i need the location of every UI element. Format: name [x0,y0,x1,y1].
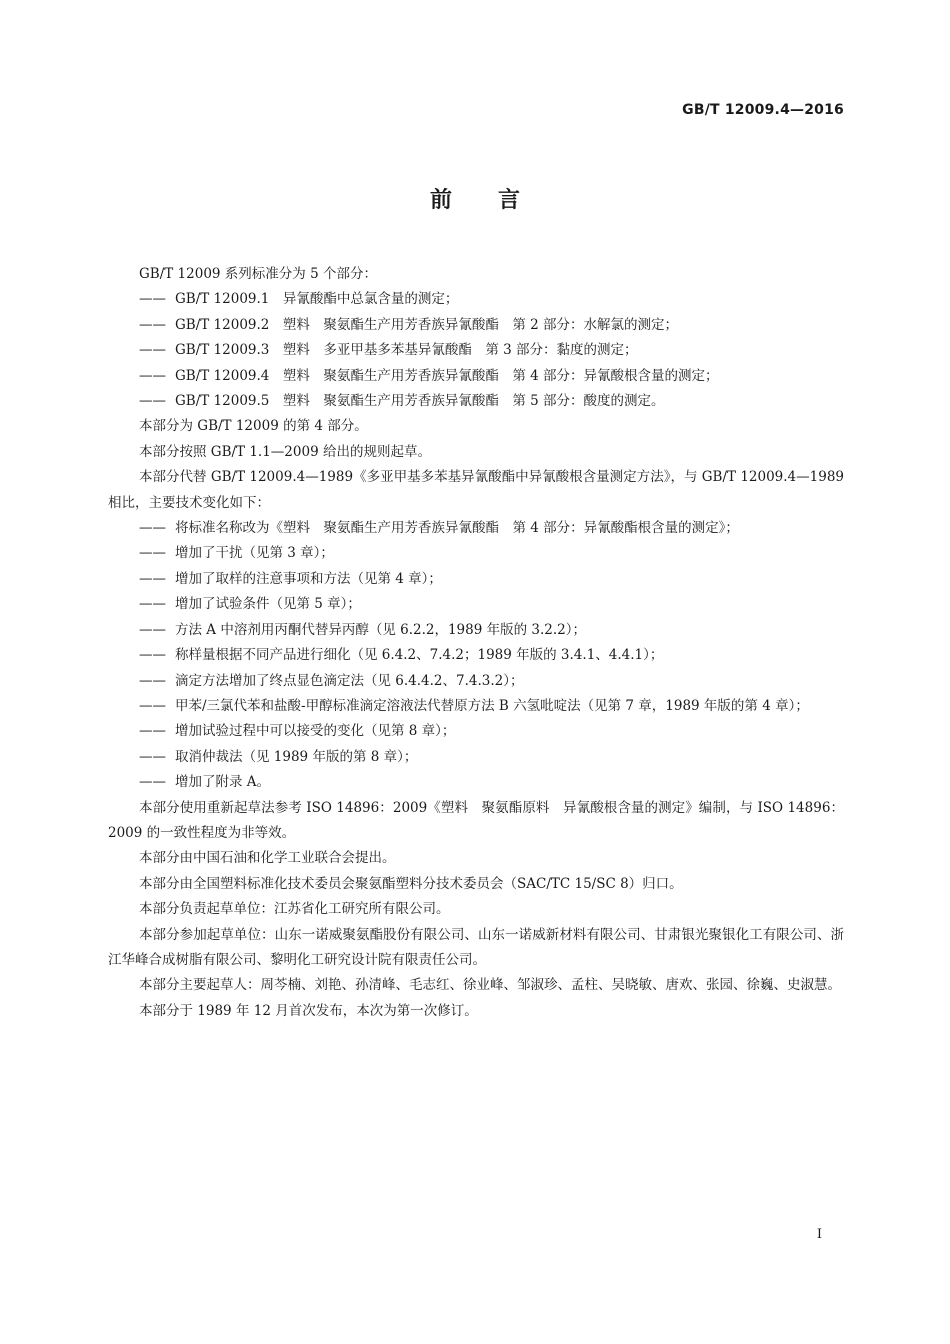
list-item-text: GB/T 12009.5 塑料 聚氨酯生产用芳香族异氰酸酯 第 5 部分：酸度的测定。 [175,393,665,410]
dash-marker: —— [139,621,166,638]
list-item [108,694,844,719]
list-item-text: GB/T 12009.4 塑料 聚氨酯生产用芳香族异氰酸酯 第 4 部分：异氰酸根含量的测定； [175,367,719,384]
dash-marker: —— [139,316,166,333]
paragraph-drafters: 本部分主要起草人：周芩楠、刘艳、孙清峰、毛志红、徐业峰、邹淑珍、孟柱、吴晓敏、唐欢、张园、徐巍、史淑慧。 [139,977,841,994]
list-item [108,338,844,363]
page-title: 前言 [429,188,566,213]
list-item-text: 增加了试验条件（见第 5 章）； [175,596,361,613]
parts-list [108,287,844,414]
list-item-text: 取消仲裁法（见 1989 年版的第 8 章）； [175,748,418,765]
list-item [108,745,844,770]
paragraph-proposer: 本部分由中国石油和化学工业联合会提出。 [139,850,396,867]
paragraph-drafting-rules: 本部分按照 GB/T 1.1—2009 给出的规则起草。 [139,443,431,460]
dash-marker: —— [139,647,166,664]
list-item-text: GB/T 12009.3 塑料 多亚甲基多苯基异氰酸酯 第 3 部分：黏度的测定； [175,342,638,359]
dash-marker: —— [139,697,166,714]
dash-marker: —— [139,570,166,587]
dash-marker: —— [139,520,166,537]
list-item [108,364,844,389]
paragraph-replacement: 本部分代替 GB/T 12009.4—1989《多亚甲基多苯基异氰酸酯中异氰酸根含量测定方法》，与 GB/T 12009.4—1989 相比，主要技术变化如下： [108,469,849,511]
dash-marker: —— [139,393,166,410]
dash-marker: —— [139,723,166,740]
list-item-text: GB/T 12009.1 异氰酸酯中总氯含量的测定； [175,291,459,308]
paragraph-committee: 本部分由全国塑料标准化技术委员会聚氨酯塑料分技术委员会（SAC/TC 15/SC 8）归口。 [139,875,683,892]
list-item-text: 方法 A 中溶剂用丙酮代替异丙醇（见 6.2.2，1989 年版的 3.2.2）； [175,621,587,638]
paragraph-part-number: 本部分为 GB/T 12009 的第 4 部分。 [139,418,368,435]
list-item [108,643,844,668]
dash-marker: —— [139,596,166,613]
list-item-text: 增加了取样的注意事项和方法（见第 4 章）； [175,570,442,587]
list-item [108,770,844,795]
list-item-text: 增加了干扰（见第 3 章）； [175,545,334,562]
list-item-text: 增加了附录 A。 [175,774,271,791]
paragraph-lead-drafter: 本部分负责起草单位：江苏省化工研究所有限公司。 [139,901,450,918]
dash-marker: —— [139,342,166,359]
list-item-text: 增加试验过程中可以接受的变化（见第 8 章）； [175,723,456,740]
list-item-text: 滴定方法增加了终点显色滴定法（见 6.4.4.2、7.4.3.2）； [175,672,524,689]
list-item-text: 将标准名称改为《塑料 聚氨酯生产用芳香族异氰酸酯 第 4 部分：异氰酸酯根含量的测定》； [175,520,739,537]
dash-marker: —— [139,291,166,308]
paragraph-series-intro: GB/T 12009 系列标准分为 5 个部分： [139,266,377,282]
list-item-text: GB/T 12009.2 塑料 聚氨酯生产用芳香族异氰酸酯 第 2 部分：水解氯的测定； [175,316,679,333]
list-item [108,389,844,414]
paragraph-iso-reference: 本部分使用重新起草法参考 ISO 14896：2009《塑料 聚氨酯原料 异氰酸根含量的测定》编制，与 ISO 14896：2009 的一致性程度为非等效。 [108,799,844,841]
paragraph-participants: 本部分参加起草单位：山东一诺威聚氨酯股份有限公司、山东一诺威新材料有限公司、甘肃银光聚银化工有限公司、浙江华峰合成树脂有限公司、黎明化工研究设计院有限责任公司。 [108,926,844,968]
paragraph-history: 本部分于 1989 年 12 月首次发布，本次为第一次修订。 [139,1002,478,1019]
dash-marker: —— [139,367,166,384]
list-item [108,541,844,566]
list-item [108,618,844,643]
dash-marker: —— [139,748,166,765]
dash-marker: —— [139,545,166,562]
list-item [108,567,844,592]
list-item [108,313,844,338]
list-item [108,669,844,694]
page-number: I [816,1227,822,1242]
list-item-text: 称样量根据不同产品进行细化（见 6.4.2、7.4.2；1989 年版的 3.4.1、4.4.1）； [175,647,664,664]
list-item [108,719,844,744]
dash-marker: —— [139,672,166,689]
changes-list [108,516,844,795]
list-item [108,592,844,617]
standard-code: GB/T 12009.4—2016 [682,102,844,118]
foreword-body [108,262,849,1024]
list-item [108,287,844,312]
list-item [108,516,844,541]
list-item-text: 甲苯/三氯代苯和盐酸-甲醇标准滴定溶液法代替原方法 B 六氢吡啶法（见第 7 章，1989 年版的第 4 章）； [175,697,809,714]
dash-marker: —— [139,774,166,791]
